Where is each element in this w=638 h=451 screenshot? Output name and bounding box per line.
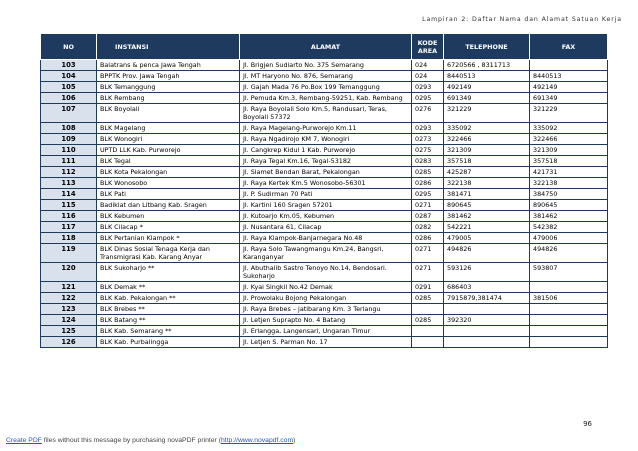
- instansi-cell: BLK Temanggung: [97, 82, 240, 93]
- alamat-cell: Jl. Raya Solo Tawangmangu Km.24, Bangsri, Karanganyar: [240, 244, 412, 263]
- table-row: [41, 244, 608, 263]
- fax-cell: 321309: [530, 145, 608, 156]
- col-header-instansi: INSTANSI: [97, 34, 240, 60]
- no-cell: 125: [41, 326, 97, 337]
- kode-area-cell: 0285: [412, 293, 444, 304]
- kode-area-cell: [412, 304, 444, 315]
- kode-area-cell: 0291: [412, 282, 444, 293]
- instansi-cell: BLK Wonogiri: [97, 134, 240, 145]
- fax-cell: 322466: [530, 134, 608, 145]
- telephone-cell: 6720566 , 8311713: [444, 60, 530, 71]
- alamat-cell: Jl. Raya Magelang-Purworejo Km.11: [240, 123, 412, 134]
- no-cell: 112: [41, 167, 97, 178]
- kode-area-cell: 0283: [412, 156, 444, 167]
- telephone-cell: 8440513: [444, 71, 530, 82]
- alamat-cell: Jl. Abuthalib Sastro Tenoyo No.14, Bendosari. Sukoharjo: [240, 263, 412, 282]
- no-cell: 122: [41, 293, 97, 304]
- instansi-cell: BLK Boyolali: [97, 104, 240, 123]
- instansi-cell: BLK Kab. Pekalongan **: [97, 293, 240, 304]
- telephone-cell: 335092: [444, 123, 530, 134]
- footer-text: files without this message by purchasing novaPDF printer (: [41, 437, 221, 444]
- instansi-cell: BLK Dinas Sosial Tenaga Kerja dan Transmigrasi Kab. Karang Anyar: [97, 244, 240, 263]
- alamat-cell: Jl. Raya Boyolali Solo Km.5, Randusari, Teras, Boyolali 57372: [240, 104, 412, 123]
- telephone-cell: 381471: [444, 189, 530, 200]
- fax-cell: [530, 282, 608, 293]
- table-row: [41, 282, 608, 293]
- instansi-cell: BLK Pati: [97, 189, 240, 200]
- col-header-no: NO: [41, 34, 97, 60]
- no-cell: 106: [41, 93, 97, 104]
- no-cell: 121: [41, 282, 97, 293]
- instansi-cell: Badiklat dan Litbang Kab. Sragen: [97, 200, 240, 211]
- no-cell: 105: [41, 82, 97, 93]
- no-cell: 120: [41, 263, 97, 282]
- telephone-cell: 392320: [444, 315, 530, 326]
- table-row: [41, 167, 608, 178]
- telephone-cell: 542221: [444, 222, 530, 233]
- kode-area-cell: 0293: [412, 123, 444, 134]
- fax-cell: [530, 337, 608, 348]
- table-row: [41, 189, 608, 200]
- table-row: [41, 233, 608, 244]
- alamat-cell: Jl. Brigjen Sudiarto No. 375 Semarang: [240, 60, 412, 71]
- instansi-table: [40, 33, 607, 348]
- table-row: [41, 211, 608, 222]
- no-cell: 117: [41, 222, 97, 233]
- instansi-cell: UPTD LLK Kab. Purworejo: [97, 145, 240, 156]
- fax-cell: 479006: [530, 233, 608, 244]
- telephone-cell: [444, 326, 530, 337]
- table-row: [41, 304, 608, 315]
- instansi-cell: BLK Batang **: [97, 315, 240, 326]
- kode-area-cell: 0271: [412, 263, 444, 282]
- fax-cell: [530, 304, 608, 315]
- table-row: [41, 222, 608, 233]
- table-row: [41, 156, 608, 167]
- telephone-cell: [444, 304, 530, 315]
- alamat-cell: Jl. Kyai Singkil No.42 Demak: [240, 282, 412, 293]
- alamat-cell: Jl. Letjen Suprapto No. 4 Batang: [240, 315, 412, 326]
- telephone-cell: 479005: [444, 233, 530, 244]
- instansi-cell: BLK Sukoharjo **: [97, 263, 240, 282]
- fax-cell: 321229: [530, 104, 608, 123]
- fax-cell: 381506: [530, 293, 608, 304]
- telephone-cell: [444, 337, 530, 348]
- telephone-cell: 686403: [444, 282, 530, 293]
- fax-cell: 593807: [530, 263, 608, 282]
- footer-note: [6, 437, 295, 444]
- kode-area-cell: 0286: [412, 233, 444, 244]
- alamat-cell: Jl. Kartini 160 Sragen 57201: [240, 200, 412, 211]
- no-cell: 124: [41, 315, 97, 326]
- no-cell: 108: [41, 123, 97, 134]
- no-cell: 116: [41, 211, 97, 222]
- fax-cell: 322138: [530, 178, 608, 189]
- no-cell: 103: [41, 60, 97, 71]
- alamat-cell: Jl. Pemuda Km.3, Rembang-59251, Kab. Rembang: [240, 93, 412, 104]
- telephone-cell: 357518: [444, 156, 530, 167]
- table-row: [41, 178, 608, 189]
- col-header-fax: FAX: [530, 34, 608, 60]
- alamat-cell: Jl. Nusantara 61, Cilacap: [240, 222, 412, 233]
- fax-cell: 492149: [530, 82, 608, 93]
- fax-cell: 335092: [530, 123, 608, 134]
- alamat-cell: Jl. Raya Brebes – jatibarang Km. 3 Terlangu: [240, 304, 412, 315]
- fax-cell: 494826: [530, 244, 608, 263]
- kode-area-cell: 0293: [412, 82, 444, 93]
- no-cell: 107: [41, 104, 97, 123]
- col-header-kode-area: KODE AREA: [412, 34, 444, 60]
- kode-area-cell: 024: [412, 60, 444, 71]
- kode-area-cell: 024: [412, 71, 444, 82]
- instansi-cell: BLK Rembang: [97, 93, 240, 104]
- telephone-cell: 322466: [444, 134, 530, 145]
- instansi-cell: BLK Brebes **: [97, 304, 240, 315]
- instansi-cell: Balatrans & penca Jawa Tengah: [97, 60, 240, 71]
- table-row: [41, 263, 608, 282]
- kode-area-cell: [412, 326, 444, 337]
- table-header-row: [41, 34, 608, 60]
- telephone-cell: 321309: [444, 145, 530, 156]
- kode-area-cell: 0285: [412, 315, 444, 326]
- table-row: [41, 71, 608, 82]
- kode-area-cell: 0271: [412, 200, 444, 211]
- alamat-cell: Jl. MT Haryono No. 876, Semarang: [240, 71, 412, 82]
- telephone-cell: 322138: [444, 178, 530, 189]
- alamat-cell: Jl. Slamet Bendan Barat, Pekalongan: [240, 167, 412, 178]
- alamat-cell: Jl. Raya Klampok-Banjarnegara No.48: [240, 233, 412, 244]
- telephone-cell: 890645: [444, 200, 530, 211]
- fax-cell: 542382: [530, 222, 608, 233]
- no-cell: 113: [41, 178, 97, 189]
- col-header-alamat: ALAMAT: [240, 34, 412, 60]
- fax-cell: [530, 60, 608, 71]
- fax-cell: 8440513: [530, 71, 608, 82]
- alamat-cell: Jl. P. Sudirman 70 Pati: [240, 189, 412, 200]
- footer-end: ): [293, 437, 296, 444]
- kode-area-cell: 0286: [412, 178, 444, 189]
- instansi-cell: BLK Magelang: [97, 123, 240, 134]
- fax-cell: 691349: [530, 93, 608, 104]
- kode-area-cell: 0276: [412, 104, 444, 123]
- instansi-cell: BPPTK Prov. Jawa Tengah: [97, 71, 240, 82]
- telephone-cell: 494826: [444, 244, 530, 263]
- alamat-cell: Jl. Raya Kertek Km.5 Wonosobo-56301: [240, 178, 412, 189]
- no-cell: 123: [41, 304, 97, 315]
- kode-area-cell: 0287: [412, 211, 444, 222]
- instansi-cell: BLK Kebumen: [97, 211, 240, 222]
- novapdf-link[interactable]: http://www.novapdf.com: [220, 437, 294, 444]
- fax-cell: [530, 326, 608, 337]
- page-number: 96: [583, 420, 592, 428]
- table-row: [41, 200, 608, 211]
- kode-area-cell: 0285: [412, 167, 444, 178]
- kode-area-cell: 0273: [412, 134, 444, 145]
- instansi-cell: BLK Wonosobo: [97, 178, 240, 189]
- alamat-cell: Jl. Raya Ngadirojo KM 7, Wonogiri: [240, 134, 412, 145]
- fax-cell: 357518: [530, 156, 608, 167]
- alamat-cell: Jl. Prowolaku Bojong Pekalongan: [240, 293, 412, 304]
- alamat-cell: Jl. Raya Tegal Km.16, Tegal-53182: [240, 156, 412, 167]
- fax-cell: 890645: [530, 200, 608, 211]
- table-row: [41, 60, 608, 71]
- table-row: [41, 315, 608, 326]
- kode-area-cell: 0282: [412, 222, 444, 233]
- no-cell: 118: [41, 233, 97, 244]
- no-cell: 104: [41, 71, 97, 82]
- no-cell: 119: [41, 244, 97, 263]
- alamat-cell: Jl. Gajah Mada 76 Po.Box 199 Temanggung: [240, 82, 412, 93]
- alamat-cell: Jl. Erlangga, Langensari, Ungaran Timur: [240, 326, 412, 337]
- fax-cell: 421731: [530, 167, 608, 178]
- telephone-cell: 691349: [444, 93, 530, 104]
- no-cell: 115: [41, 200, 97, 211]
- table-row: [41, 293, 608, 304]
- col-header-telephone: TELEPHONE: [444, 34, 530, 60]
- instansi-cell: BLK Kab. Purbalingga: [97, 337, 240, 348]
- instansi-cell: BLK Pertanian Klampok *: [97, 233, 240, 244]
- telephone-cell: 321229: [444, 104, 530, 123]
- kode-area-cell: 0295: [412, 93, 444, 104]
- no-cell: 109: [41, 134, 97, 145]
- alamat-cell: Jl. Cangkrep Kidul 1 Kab. Purworejo: [240, 145, 412, 156]
- no-cell: 110: [41, 145, 97, 156]
- instansi-cell: BLK Tegal: [97, 156, 240, 167]
- instansi-cell: BLK Kab. Semarang **: [97, 326, 240, 337]
- table-row: [41, 93, 608, 104]
- table-row: [41, 123, 608, 134]
- instansi-cell: BLK Kota Pekalongan: [97, 167, 240, 178]
- telephone-cell: 425287: [444, 167, 530, 178]
- table-row: [41, 104, 608, 123]
- no-cell: 126: [41, 337, 97, 348]
- kode-area-cell: 0295: [412, 189, 444, 200]
- telephone-cell: 381462: [444, 211, 530, 222]
- table-row: [41, 337, 608, 348]
- fax-cell: 384750: [530, 189, 608, 200]
- alamat-cell: Jl. Kutoarjo Km.05, Kebumen: [240, 211, 412, 222]
- telephone-cell: 7915879,381474: [444, 293, 530, 304]
- create-pdf-link[interactable]: Create PDF: [6, 437, 42, 444]
- no-cell: 111: [41, 156, 97, 167]
- page-header: Lampiran 2: Daftar Nama dan Alamat Satuan Kerja: [422, 16, 622, 23]
- telephone-cell: 593126: [444, 263, 530, 282]
- telephone-cell: 492149: [444, 82, 530, 93]
- fax-cell: 381462: [530, 211, 608, 222]
- no-cell: 114: [41, 189, 97, 200]
- kode-area-cell: 0271: [412, 244, 444, 263]
- instansi-cell: BLK Cilacap *: [97, 222, 240, 233]
- instansi-cell: BLK Demak **: [97, 282, 240, 293]
- table-row: [41, 326, 608, 337]
- table-row: [41, 145, 608, 156]
- table-row: [41, 134, 608, 145]
- kode-area-cell: [412, 337, 444, 348]
- fax-cell: [530, 315, 608, 326]
- kode-area-cell: 0275: [412, 145, 444, 156]
- table-row: [41, 82, 608, 93]
- alamat-cell: Jl. Letjen S. Parman No. 17: [240, 337, 412, 348]
